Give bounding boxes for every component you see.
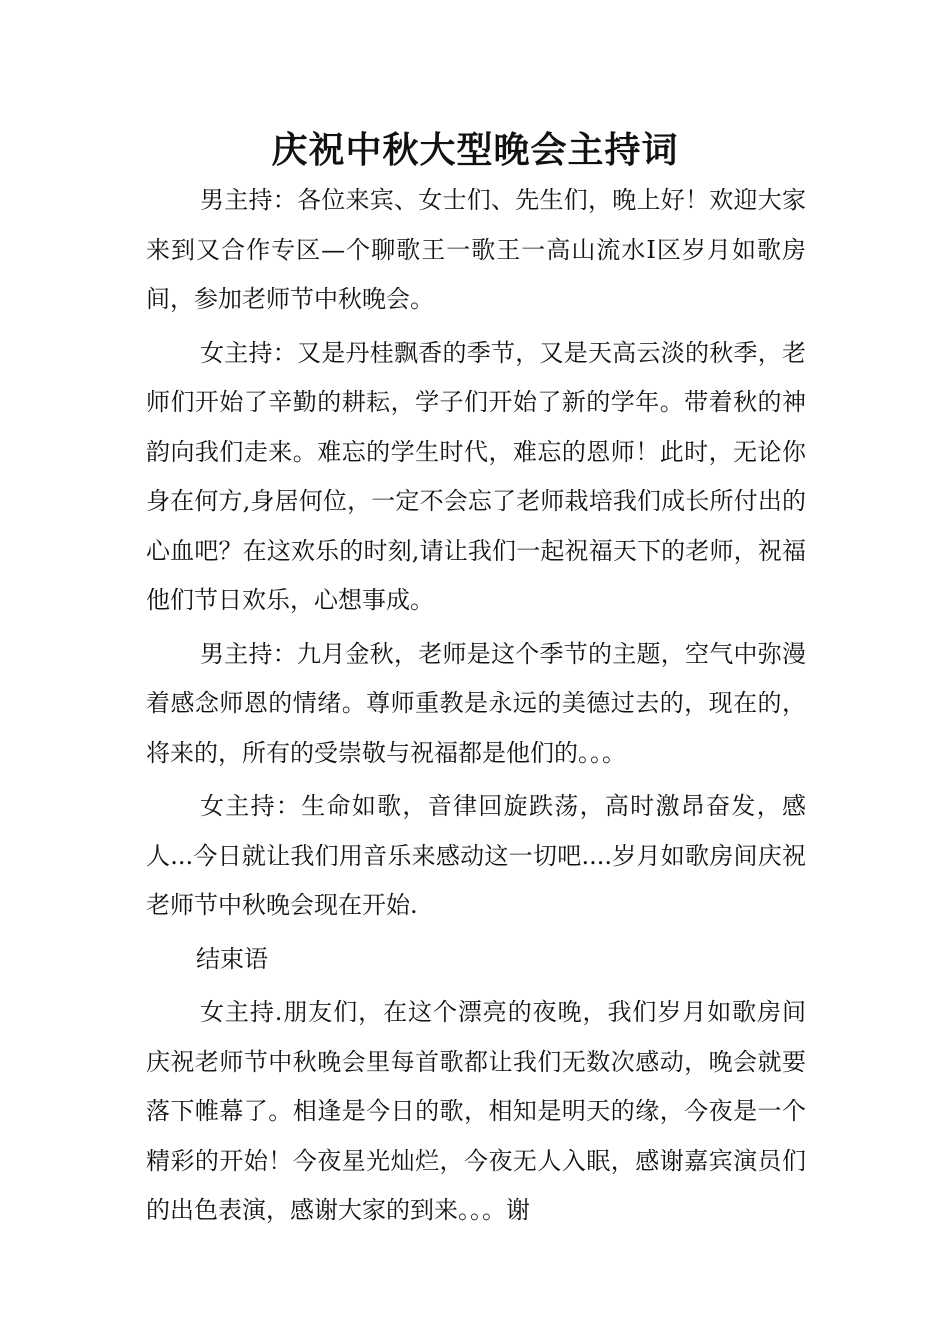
paragraph-female-host-second: 女主持：生命如歌，音律回旋跌荡，高时激昂奋发，感人...今日就让我们用音乐来感动这一切吧....岁月如歌房间庆祝老师节中秋晚会现在开始.: [146, 792, 806, 919]
document-body: [146, 176, 806, 1240]
paragraph-male-host-opening: 男主持：各位来宾、女士们、先生们，晚上好！欢迎大家来到又合作专区—个聊歌王一歌王一高山流水Ⅰ区岁月如歌房间，参加老师节中秋晚会。: [146, 186, 806, 313]
document-title: 庆祝中秋大型晚会主持词: [271, 130, 679, 171]
section-heading-closing: 结束语: [196, 944, 268, 973]
paragraph-female-host-closing: 女主持.朋友们，在这个漂亮的夜晚，我们岁月如歌房间庆祝老师节中秋晚会里每首歌都让我们无数次感动，晚会就要落下帷幕了。相逢是今日的歌，相知是明天的缘，今夜是一个精彩的开始！今夜星光灿烂，今夜无人入眠，感谢嘉宾演员们的出色表演，感谢大家的到来。。。谢: [146, 998, 806, 1224]
paragraph-male-host-second: 男主持：九月金秋，老师是这个季节的主题，空气中弥漫着感念师恩的情绪。尊师重教是永远的美德过去的，现在的，将来的，所有的受崇敬与祝福都是他们的。。。: [146, 639, 806, 767]
paragraph-female-host-opening: 女主持：又是丹桂飘香的季节，又是天高云淡的秋季，老师们开始了辛勤的耕耘，学子们开始了新的学年。带着秋的神韵向我们走来。难忘的学生时代，难忘的恩师！此时，无论你身在何方,身居何位，一定不会忘了老师栽培我们成长所付出的心血吧？在这欢乐的时刻,请让我们一起祝福天下的老师，祝福他们节日欢乐，心想事成。: [146, 338, 806, 614]
